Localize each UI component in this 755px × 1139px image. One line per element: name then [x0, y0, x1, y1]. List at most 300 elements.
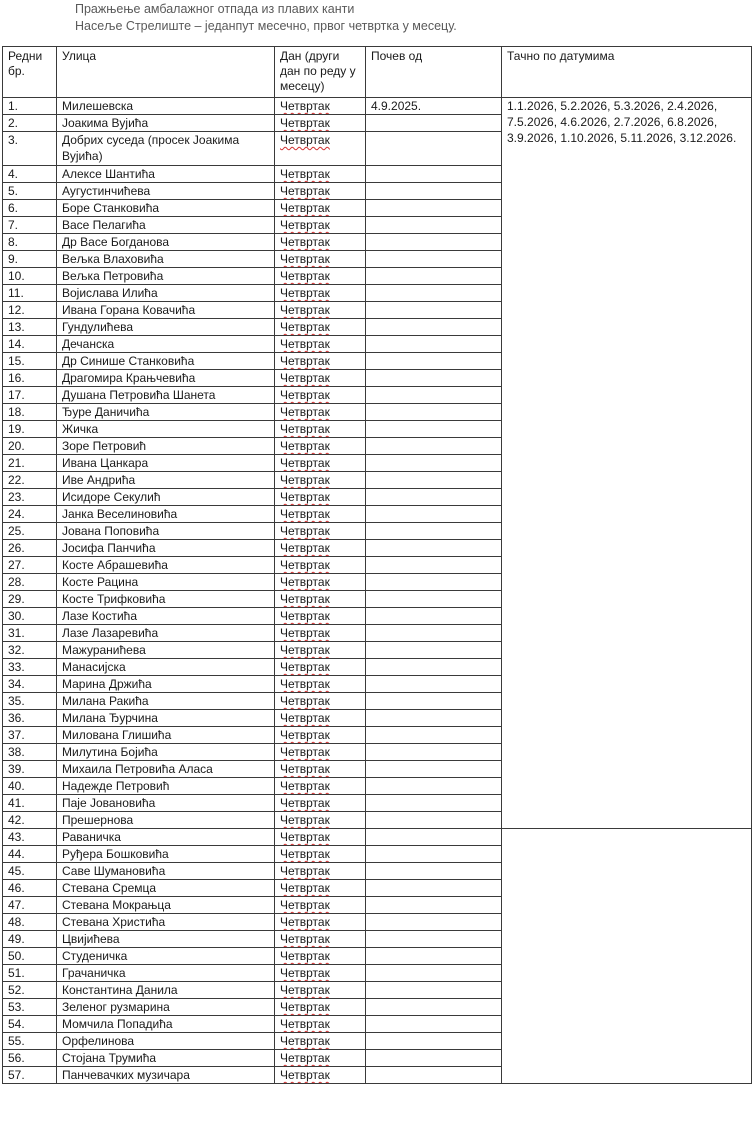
collection-day-cell — [275, 999, 366, 1016]
row-number: 19. — [3, 421, 57, 438]
start-date-cell — [366, 200, 502, 217]
collection-day: Четвртак — [280, 677, 330, 691]
street-name: Раваничка — [57, 829, 275, 846]
street-name: Цвијићева — [57, 931, 275, 948]
collection-day-cell — [275, 659, 366, 676]
row-number: 39. — [3, 761, 57, 778]
collection-day-cell — [275, 574, 366, 591]
street-name: Јосифа Панчића — [57, 540, 275, 557]
street-name: Стевана Мокрањца — [57, 897, 275, 914]
collection-day-cell — [275, 98, 366, 115]
start-date-cell — [366, 251, 502, 268]
row-number: 4. — [3, 166, 57, 183]
start-date-cell — [366, 370, 502, 387]
start-date-cell — [366, 744, 502, 761]
schedule-table — [2, 46, 752, 1084]
collection-day-cell — [275, 1033, 366, 1050]
row-number: 38. — [3, 744, 57, 761]
row-number: 52. — [3, 982, 57, 999]
street-name: Зоре Петровић — [57, 438, 275, 455]
start-date-cell — [366, 489, 502, 506]
collection-day-cell — [275, 625, 366, 642]
row-number: 29. — [3, 591, 57, 608]
collection-day-cell — [275, 676, 366, 693]
table-body — [3, 98, 752, 1084]
street-name: Манасијска — [57, 659, 275, 676]
start-date-cell — [366, 608, 502, 625]
start-date-cell — [366, 931, 502, 948]
collection-day: Четвртак — [280, 575, 330, 589]
row-number: 31. — [3, 625, 57, 642]
collection-day-cell — [275, 931, 366, 948]
row-number: 34. — [3, 676, 57, 693]
row-number: 54. — [3, 1016, 57, 1033]
start-date-cell — [366, 353, 502, 370]
start-date-cell — [366, 676, 502, 693]
street-name: Грачаничка — [57, 965, 275, 982]
start-date-cell — [366, 846, 502, 863]
row-number: 7. — [3, 217, 57, 234]
collection-day: Четвртак — [280, 235, 330, 249]
collection-day: Четвртак — [280, 218, 330, 232]
start-date-cell — [366, 540, 502, 557]
start-date-cell — [366, 319, 502, 336]
collection-day-cell — [275, 829, 366, 846]
street-name: Орфелинова — [57, 1033, 275, 1050]
collection-day-cell — [275, 557, 366, 574]
start-date-cell — [366, 438, 502, 455]
collection-day: Четвртак — [280, 1068, 330, 1082]
street-name: Косте Трифковића — [57, 591, 275, 608]
start-date-cell — [366, 761, 502, 778]
collection-day: Четвртак — [280, 898, 330, 912]
collection-day-cell — [275, 302, 366, 319]
start-date-cell — [366, 710, 502, 727]
row-number: 49. — [3, 931, 57, 948]
street-name: Вељка Петровића — [57, 268, 275, 285]
street-name: Жичка — [57, 421, 275, 438]
collection-day: Четвртак — [280, 966, 330, 980]
row-number: 2. — [3, 115, 57, 132]
row-number: 32. — [3, 642, 57, 659]
collection-day-cell — [275, 863, 366, 880]
street-name: Руђера Бошковића — [57, 846, 275, 863]
row-number: 9. — [3, 251, 57, 268]
collection-day: Четвртак — [280, 473, 330, 487]
street-name: Прешернова — [57, 812, 275, 829]
street-name: Милана Ракића — [57, 693, 275, 710]
collection-day: Четвртак — [280, 201, 330, 215]
start-date-cell — [366, 217, 502, 234]
collection-day: Четвртак — [280, 184, 330, 198]
row-number: 43. — [3, 829, 57, 846]
start-date-cell — [366, 523, 502, 540]
start-date-cell — [366, 880, 502, 897]
collection-day: Четвртак — [280, 932, 330, 946]
street-name: Паје Јовановића — [57, 795, 275, 812]
row-number: 48. — [3, 914, 57, 931]
collection-day: Четвртак — [280, 626, 330, 640]
street-name: Иве Андрића — [57, 472, 275, 489]
street-name: Панчевачких музичара — [57, 1067, 275, 1084]
street-name: Милешевска — [57, 98, 275, 115]
collection-day: Четвртак — [280, 1034, 330, 1048]
collection-day: Четвртак — [280, 864, 330, 878]
row-number: 12. — [3, 302, 57, 319]
collection-day-cell — [275, 472, 366, 489]
row-number: 3. — [3, 132, 57, 166]
start-date-cell — [366, 387, 502, 404]
collection-day: Четвртак — [280, 881, 330, 895]
row-number: 57. — [3, 1067, 57, 1084]
start-date-cell — [366, 948, 502, 965]
street-name: Константина Данила — [57, 982, 275, 999]
start-date-cell — [366, 132, 502, 166]
collection-day: Четвртак — [280, 609, 330, 623]
collection-day-cell — [275, 285, 366, 302]
street-name: Војислава Илића — [57, 285, 275, 302]
start-date-cell — [366, 727, 502, 744]
collection-day-cell — [275, 268, 366, 285]
street-name: Алексе Шантића — [57, 166, 275, 183]
start-date-cell — [366, 1033, 502, 1050]
collection-day: Четвртак — [280, 949, 330, 963]
collection-day: Четвртак — [280, 456, 330, 470]
street-name: Јована Поповића — [57, 523, 275, 540]
row-number: 53. — [3, 999, 57, 1016]
start-date-cell — [366, 863, 502, 880]
start-date-cell — [366, 285, 502, 302]
collection-day: Четвртак — [280, 983, 330, 997]
street-name: Ђуре Даничића — [57, 404, 275, 421]
street-name: Лазе Лазаревића — [57, 625, 275, 642]
collection-day: Четвртак — [280, 507, 330, 521]
collection-day: Четвртак — [280, 813, 330, 827]
row-number: 10. — [3, 268, 57, 285]
street-name: Косте Абрашевића — [57, 557, 275, 574]
collection-day: Четвртак — [280, 116, 330, 130]
collection-day-cell — [275, 370, 366, 387]
collection-day-cell — [275, 217, 366, 234]
collection-day-cell — [275, 353, 366, 370]
collection-day: Четвртак — [280, 728, 330, 742]
start-date-cell — [366, 421, 502, 438]
collection-day: Четвртак — [280, 320, 330, 334]
collection-day: Четвртак — [280, 439, 330, 453]
start-date-cell — [366, 693, 502, 710]
street-name: Стевана Христића — [57, 914, 275, 931]
street-name: Стојана Трумића — [57, 1050, 275, 1067]
street-name: Др Синише Станковића — [57, 353, 275, 370]
start-date-cell — [366, 336, 502, 353]
table-row — [3, 829, 752, 846]
collection-day-cell — [275, 880, 366, 897]
row-number: 36. — [3, 710, 57, 727]
exact-dates-empty — [502, 829, 752, 1084]
start-date-cell — [366, 1067, 502, 1084]
collection-day: Четвртак — [280, 541, 330, 555]
collection-day: Четвртак — [280, 490, 330, 504]
row-number: 22. — [3, 472, 57, 489]
exact-dates: 1.1.2026, 5.2.2026, 5.3.2026, 2.4.2026, 7.5.2026, 4.6.2026, 2.7.2026, 6.8.2026, 3.9.2026, 1.10.2026, 5.11.2026, 3.12.2026. — [502, 98, 752, 829]
collection-day-cell — [275, 795, 366, 812]
start-date-cell — [366, 557, 502, 574]
start-date: 4.9.2025. — [366, 98, 502, 115]
collection-day-cell — [275, 132, 366, 166]
collection-day-cell — [275, 778, 366, 795]
start-date-cell — [366, 642, 502, 659]
collection-day-cell — [275, 897, 366, 914]
collection-day-cell — [275, 438, 366, 455]
street-name: Лазе Костића — [57, 608, 275, 625]
street-name: Дечанска — [57, 336, 275, 353]
row-number: 37. — [3, 727, 57, 744]
street-name: Косте Рацина — [57, 574, 275, 591]
collection-day: Четвртак — [280, 643, 330, 657]
collection-day-cell — [275, 1067, 366, 1084]
row-number: 18. — [3, 404, 57, 421]
start-date-cell — [366, 778, 502, 795]
row-number: 11. — [3, 285, 57, 302]
start-date-cell — [366, 897, 502, 914]
collection-day: Четвртак — [280, 286, 330, 300]
collection-day-cell — [275, 251, 366, 268]
header-day: Дан (други дан по реду у месецу) — [275, 47, 366, 98]
collection-day: Четвртак — [280, 405, 330, 419]
start-date-cell — [366, 795, 502, 812]
row-number: 8. — [3, 234, 57, 251]
collection-day: Четвртак — [280, 252, 330, 266]
row-number: 35. — [3, 693, 57, 710]
collection-day: Четвртак — [280, 422, 330, 436]
street-name: Васе Пелагића — [57, 217, 275, 234]
row-number: 40. — [3, 778, 57, 795]
collection-day-cell — [275, 948, 366, 965]
collection-day-cell — [275, 234, 366, 251]
collection-day: Четвртак — [280, 847, 330, 861]
row-number: 25. — [3, 523, 57, 540]
collection-day-cell — [275, 523, 366, 540]
row-number: 44. — [3, 846, 57, 863]
start-date-cell — [366, 1016, 502, 1033]
street-name: Јанка Веселиновића — [57, 506, 275, 523]
row-number: 20. — [3, 438, 57, 455]
collection-day: Четвртак — [280, 303, 330, 317]
start-date-cell — [366, 472, 502, 489]
collection-day-cell — [275, 404, 366, 421]
row-number: 16. — [3, 370, 57, 387]
row-number: 24. — [3, 506, 57, 523]
row-number: 5. — [3, 183, 57, 200]
start-date-cell — [366, 404, 502, 421]
street-name: Драгомира Крањчевића — [57, 370, 275, 387]
street-name: Милана Ђурчина — [57, 710, 275, 727]
start-date-cell — [366, 914, 502, 931]
row-number: 55. — [3, 1033, 57, 1050]
start-date-cell — [366, 659, 502, 676]
collection-day: Четвртак — [280, 779, 330, 793]
street-name: Вељка Влаховића — [57, 251, 275, 268]
row-number: 56. — [3, 1050, 57, 1067]
street-name: Марина Држића — [57, 676, 275, 693]
collection-day: Четвртак — [280, 915, 330, 929]
collection-day: Четвртак — [280, 371, 330, 385]
start-date-cell — [366, 1050, 502, 1067]
collection-day-cell — [275, 183, 366, 200]
collection-day-cell — [275, 642, 366, 659]
row-number: 30. — [3, 608, 57, 625]
row-number: 14. — [3, 336, 57, 353]
header-start: Почев од — [366, 47, 502, 98]
row-number: 46. — [3, 880, 57, 897]
row-number: 28. — [3, 574, 57, 591]
collection-day: Четвртак — [280, 830, 330, 844]
collection-day-cell — [275, 506, 366, 523]
street-name: Стевана Сремца — [57, 880, 275, 897]
header-street: Улица — [57, 47, 275, 98]
street-name: Милутина Бојића — [57, 744, 275, 761]
street-name: Јоакима Вујића — [57, 115, 275, 132]
collection-day-cell — [275, 965, 366, 982]
start-date-cell — [366, 506, 502, 523]
row-number: 50. — [3, 948, 57, 965]
start-date-cell — [366, 982, 502, 999]
row-number: 45. — [3, 863, 57, 880]
row-number: 41. — [3, 795, 57, 812]
start-date-cell — [366, 965, 502, 982]
collection-day: Четвртак — [280, 524, 330, 538]
collection-day-cell — [275, 455, 366, 472]
street-name: Гундулићева — [57, 319, 275, 336]
collection-day-cell — [275, 1016, 366, 1033]
street-name: Надежде Петровић — [57, 778, 275, 795]
collection-day-cell — [275, 166, 366, 183]
row-number: 23. — [3, 489, 57, 506]
collection-day: Четвртак — [280, 694, 330, 708]
collection-day: Четвртак — [280, 269, 330, 283]
collection-day: Четвртак — [280, 592, 330, 606]
start-date-cell — [366, 302, 502, 319]
start-date-cell — [366, 183, 502, 200]
header-dates: Тачно по датумима — [502, 47, 752, 98]
collection-day-cell — [275, 744, 366, 761]
start-date-cell — [366, 812, 502, 829]
row-number: 33. — [3, 659, 57, 676]
street-name: Мажуранићева — [57, 642, 275, 659]
start-date-cell — [366, 268, 502, 285]
row-number: 1. — [3, 98, 57, 115]
street-name: Аугустинчићева — [57, 183, 275, 200]
start-date-cell — [366, 115, 502, 132]
street-name: Момчила Попадића — [57, 1016, 275, 1033]
collection-day-cell — [275, 914, 366, 931]
collection-day: Четвртак — [280, 660, 330, 674]
collection-day: Четвртак — [280, 796, 330, 810]
collection-day: Четвртак — [280, 762, 330, 776]
collection-day: Четвртак — [280, 354, 330, 368]
collection-day-cell — [275, 387, 366, 404]
start-date-cell — [366, 591, 502, 608]
start-date-cell — [366, 999, 502, 1016]
collection-day: Четвртак — [280, 558, 330, 572]
title-line-2: Насеље Стрелиште – једанпут месечно, првог четвртка у месецу. — [75, 19, 457, 33]
collection-day: Четвртак — [280, 337, 330, 351]
collection-day-cell — [275, 608, 366, 625]
street-name: Др Васе Богданова — [57, 234, 275, 251]
start-date-cell — [366, 234, 502, 251]
start-date-cell — [366, 166, 502, 183]
start-date-cell — [366, 455, 502, 472]
street-name: Зеленог рузмарина — [57, 999, 275, 1016]
collection-day-cell — [275, 591, 366, 608]
street-name: Саве Шумановића — [57, 863, 275, 880]
row-number: 15. — [3, 353, 57, 370]
row-number: 47. — [3, 897, 57, 914]
header-num: Редни бр. — [3, 47, 57, 98]
street-name: Исидоре Секулић — [57, 489, 275, 506]
start-date-cell — [366, 625, 502, 642]
street-name: Ивана Цанкара — [57, 455, 275, 472]
table-header-row — [3, 47, 752, 98]
collection-day: Четвртак — [280, 711, 330, 725]
collection-day-cell — [275, 200, 366, 217]
street-name: Душана Петровића Шанета — [57, 387, 275, 404]
row-number: 6. — [3, 200, 57, 217]
street-name: Добрих суседа (просек Јоакима Вујића) — [57, 132, 275, 166]
row-number: 51. — [3, 965, 57, 982]
row-number: 17. — [3, 387, 57, 404]
document-title — [75, 1, 457, 35]
collection-day: Четвртак — [280, 745, 330, 759]
collection-day-cell — [275, 727, 366, 744]
collection-day: Четвртак — [280, 1000, 330, 1014]
row-number: 27. — [3, 557, 57, 574]
street-name: Милована Глишића — [57, 727, 275, 744]
street-name: Боре Станковића — [57, 200, 275, 217]
collection-day: Четвртак — [280, 1051, 330, 1065]
collection-day: Четвртак — [280, 1017, 330, 1031]
street-name: Ивана Горана Ковачића — [57, 302, 275, 319]
start-date-cell — [366, 829, 502, 846]
collection-day: Четвртак — [280, 133, 330, 147]
row-number: 13. — [3, 319, 57, 336]
collection-day-cell — [275, 319, 366, 336]
street-name: Студеничка — [57, 948, 275, 965]
row-number: 26. — [3, 540, 57, 557]
collection-day-cell — [275, 761, 366, 778]
collection-day: Четвртак — [280, 388, 330, 402]
collection-day-cell — [275, 1050, 366, 1067]
collection-day-cell — [275, 489, 366, 506]
street-name: Михаила Петровића Аласа — [57, 761, 275, 778]
collection-day-cell — [275, 812, 366, 829]
collection-day-cell — [275, 115, 366, 132]
collection-day-cell — [275, 336, 366, 353]
collection-day-cell — [275, 846, 366, 863]
collection-day-cell — [275, 540, 366, 557]
collection-day-cell — [275, 710, 366, 727]
collection-day-cell — [275, 982, 366, 999]
row-number: 21. — [3, 455, 57, 472]
collection-day: Четвртак — [280, 167, 330, 181]
start-date-cell — [366, 574, 502, 591]
title-line-1: Пражњење амбалажног отпада из плавих канти — [75, 2, 355, 16]
table-row — [3, 98, 752, 115]
collection-day-cell — [275, 421, 366, 438]
row-number: 42. — [3, 812, 57, 829]
collection-day-cell — [275, 693, 366, 710]
collection-day: Четвртак — [280, 99, 330, 113]
